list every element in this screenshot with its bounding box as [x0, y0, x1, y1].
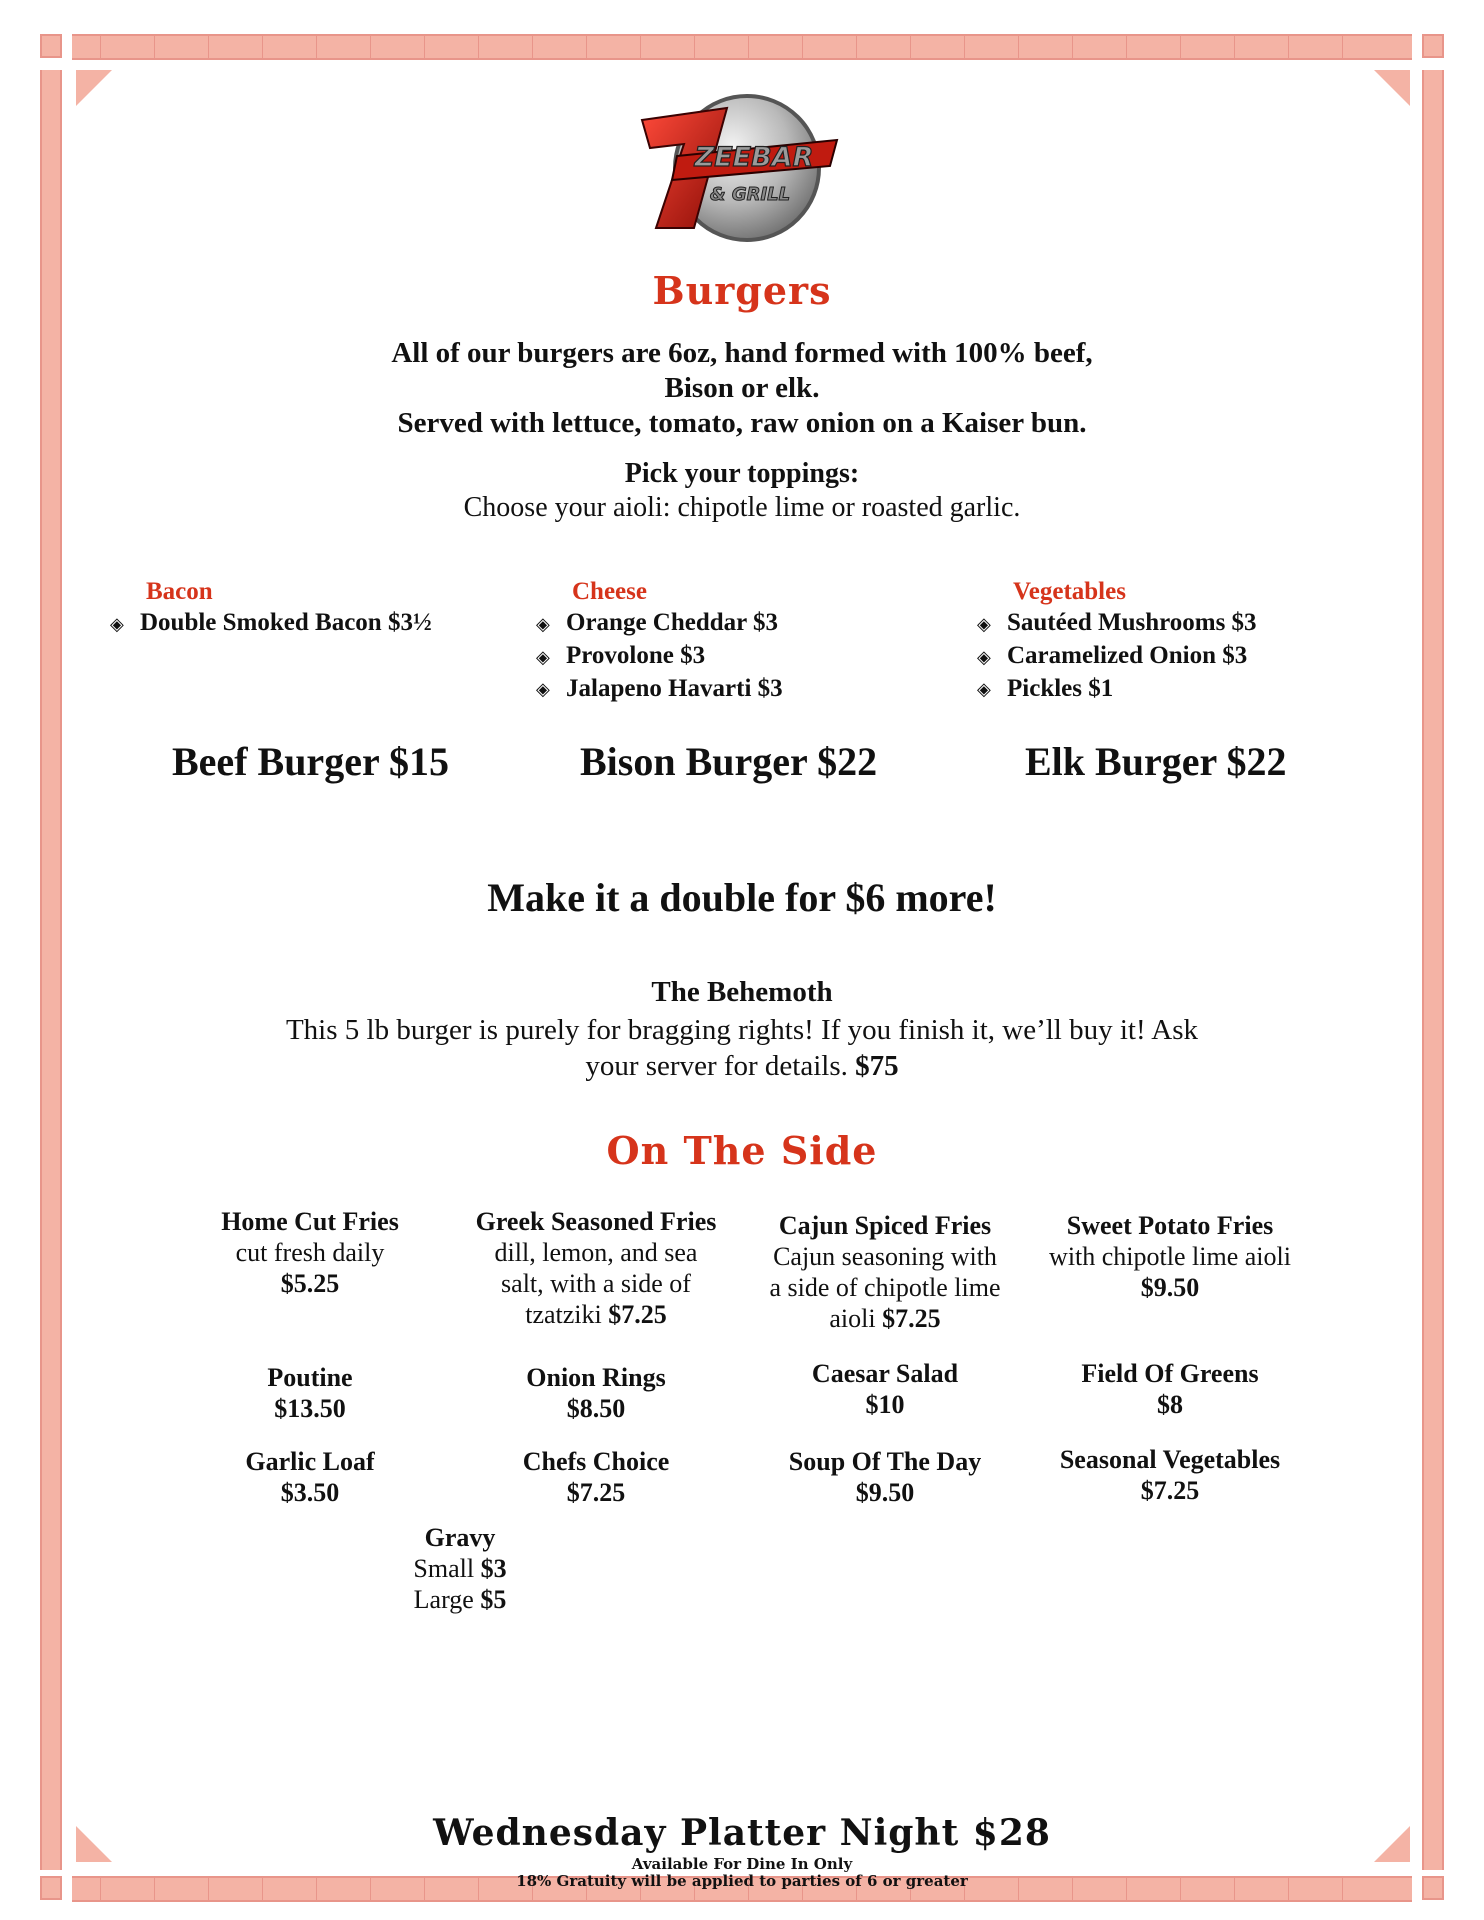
- border-tick: [316, 36, 317, 58]
- side-item: [190, 1446, 430, 1508]
- topping-column-bacon: [110, 576, 432, 640]
- burgers-heading: Burgers: [652, 268, 832, 313]
- side-item: [476, 1446, 716, 1508]
- border-tick: [370, 36, 371, 58]
- border-tick: [100, 36, 101, 58]
- diamond-bullet-icon: ◈: [110, 613, 124, 634]
- topping-item: ◈ Jalapeno Havarti $3: [536, 673, 783, 706]
- pick-toppings-title: Pick your toppings:: [624, 458, 860, 489]
- gratuity-note: 18% Gratuity will be applied to parties of 6 or greater: [516, 1872, 968, 1890]
- side-price: $5.25: [280, 1269, 340, 1298]
- side-desc: Cajun seasoning with: [773, 1242, 997, 1271]
- border-tick: [1288, 36, 1289, 58]
- topping-item: ◈ Sautéed Mushrooms $3: [977, 607, 1257, 640]
- side-item: [1050, 1358, 1290, 1420]
- beef-burger-price: Beef Burger $15: [172, 739, 449, 784]
- intro-line: All of our burgers are 6oz, hand formed with 100% beef,: [391, 337, 1093, 369]
- side-price: $7.25: [1140, 1476, 1200, 1505]
- side-name: Chefs Choice: [522, 1447, 670, 1476]
- border-tick: [478, 36, 479, 58]
- sides-heading: On The Side: [606, 1128, 878, 1173]
- side-name: Seasonal Vegetables: [1059, 1445, 1281, 1474]
- border-tick: [856, 36, 857, 58]
- border-tick: [1126, 36, 1127, 58]
- double-offer: Make it a double for $6 more!: [487, 875, 997, 920]
- border-corner-top-left: [40, 34, 62, 58]
- side-item: [476, 1362, 716, 1424]
- behemoth-description: [0, 1012, 1484, 1084]
- border-tick: [154, 36, 155, 58]
- border-tick: [802, 36, 803, 58]
- border-tick: [1180, 36, 1181, 58]
- intro-line: Bison or elk.: [664, 372, 820, 404]
- dine-in-note: Available For Dine In Only: [631, 1855, 853, 1873]
- side-desc: tzatziki $7.25: [525, 1300, 667, 1329]
- gravy-large: Large $5: [413, 1585, 507, 1614]
- diamond-bullet-icon: ◈: [977, 646, 991, 667]
- intro-line: Served with lettuce, tomato, raw onion on a Kaiser bun.: [397, 407, 1087, 439]
- topping-column-cheese: [536, 576, 783, 705]
- side-item: [765, 1358, 1005, 1420]
- border-corner-top-right: [1422, 34, 1444, 58]
- gravy-item: [380, 1522, 540, 1615]
- border-tick: [694, 36, 695, 58]
- topping-item: ◈ Pickles $1: [977, 673, 1257, 706]
- border-tick: [1234, 36, 1235, 58]
- side-desc: salt, with a side of: [501, 1269, 691, 1298]
- side-name: Soup Of The Day: [788, 1447, 982, 1476]
- wednesday-platter-night: Wednesday Platter Night $28: [433, 1812, 1051, 1854]
- topping-item: ◈ Orange Cheddar $3: [536, 607, 783, 640]
- elk-burger-price: Elk Burger $22: [1025, 739, 1287, 784]
- logo-wordmark: ZEEBAR: [694, 142, 814, 173]
- border-tick: [1072, 36, 1073, 58]
- border-tick: [748, 36, 749, 58]
- bison-burger-price: Bison Burger $22: [580, 739, 878, 784]
- side-price: $7.25: [608, 1300, 667, 1329]
- behemoth-price: $75: [855, 1050, 899, 1082]
- corner-triangle-top-left: [76, 70, 112, 106]
- border-tick: [586, 36, 587, 58]
- diamond-bullet-icon: ◈: [536, 646, 550, 667]
- side-price: $8.50: [566, 1394, 626, 1423]
- topping-item: ◈ Double Smoked Bacon $3½: [110, 607, 432, 640]
- side-name: Caesar Salad: [811, 1359, 959, 1388]
- side-price: $10: [865, 1390, 905, 1419]
- side-price: $7.25: [566, 1478, 626, 1507]
- topping-list: [536, 607, 783, 705]
- logo-graphic: [632, 78, 842, 248]
- border-top-ticks: [100, 36, 1396, 58]
- side-name: Cajun Spiced Fries: [778, 1211, 992, 1240]
- side-item: [1030, 1444, 1310, 1506]
- diamond-bullet-icon: ◈: [977, 613, 991, 634]
- topping-item: ◈ Caramelized Onion $3: [977, 640, 1257, 673]
- side-price: $7.25: [882, 1304, 941, 1333]
- diamond-bullet-icon: ◈: [536, 679, 550, 700]
- topping-category-label: Vegetables: [1013, 578, 1126, 605]
- border-tick: [1342, 36, 1343, 58]
- behemoth-line-2: your server for details. $75: [585, 1050, 899, 1082]
- side-desc: aioli $7.25: [829, 1304, 941, 1333]
- border-tick: [640, 36, 641, 58]
- side-name: Gravy: [424, 1523, 496, 1552]
- border-tick: [532, 36, 533, 58]
- border-tick: [910, 36, 911, 58]
- side-price: $13.50: [274, 1394, 346, 1423]
- burgers-intro: [0, 336, 1484, 441]
- side-price: $8: [1157, 1390, 1183, 1419]
- side-item: [190, 1362, 430, 1424]
- topping-category-label: Cheese: [572, 578, 647, 605]
- corner-triangle-top-right: [1374, 70, 1410, 106]
- side-price: $3.50: [280, 1478, 340, 1507]
- side-name: Poutine: [267, 1363, 353, 1392]
- gravy-small: Small $3: [413, 1554, 507, 1583]
- side-item: [190, 1206, 430, 1299]
- side-item: [1020, 1210, 1320, 1303]
- side-desc: dill, lemon, and sea: [494, 1238, 698, 1267]
- diamond-bullet-icon: ◈: [536, 613, 550, 634]
- side-item: [446, 1206, 746, 1330]
- side-name: Field Of Greens: [1081, 1359, 1259, 1388]
- topping-list: [977, 607, 1257, 705]
- border-tick: [424, 36, 425, 58]
- border-tick: [208, 36, 209, 58]
- zeebar-logo: [632, 78, 842, 248]
- side-name: Greek Seasoned Fries: [475, 1207, 717, 1236]
- behemoth-line: This 5 lb burger is purely for bragging rights! If you finish it, we’ll buy it! Ask: [285, 1014, 1199, 1046]
- border-tick: [964, 36, 965, 58]
- logo-subwordmark: & GRILL: [709, 184, 791, 205]
- side-item: [755, 1446, 1015, 1508]
- topping-category-label: Bacon: [146, 578, 213, 605]
- side-desc: with chipotle lime aioli: [1049, 1242, 1291, 1271]
- aioli-choice-text: Choose your aioli: chipotle lime or roasted garlic.: [463, 492, 1021, 523]
- border-tick: [1018, 36, 1019, 58]
- diamond-bullet-icon: ◈: [977, 679, 991, 700]
- side-desc: a side of chipotle lime: [769, 1273, 1001, 1302]
- side-price: $9.50: [855, 1478, 915, 1507]
- topping-item: ◈ Provolone $3: [536, 640, 783, 673]
- side-name: Sweet Potato Fries: [1066, 1211, 1274, 1240]
- border-tick: [262, 36, 263, 58]
- side-item: [740, 1210, 1030, 1334]
- behemoth-title: The Behemoth: [651, 976, 833, 1008]
- side-name: Home Cut Fries: [221, 1207, 399, 1236]
- side-name: Onion Rings: [526, 1363, 666, 1392]
- side-desc: cut fresh daily: [235, 1238, 385, 1267]
- topping-list: [110, 607, 432, 640]
- side-name: Garlic Loaf: [245, 1447, 375, 1476]
- topping-column-vegetables: [977, 576, 1257, 705]
- side-price: $9.50: [1140, 1273, 1200, 1302]
